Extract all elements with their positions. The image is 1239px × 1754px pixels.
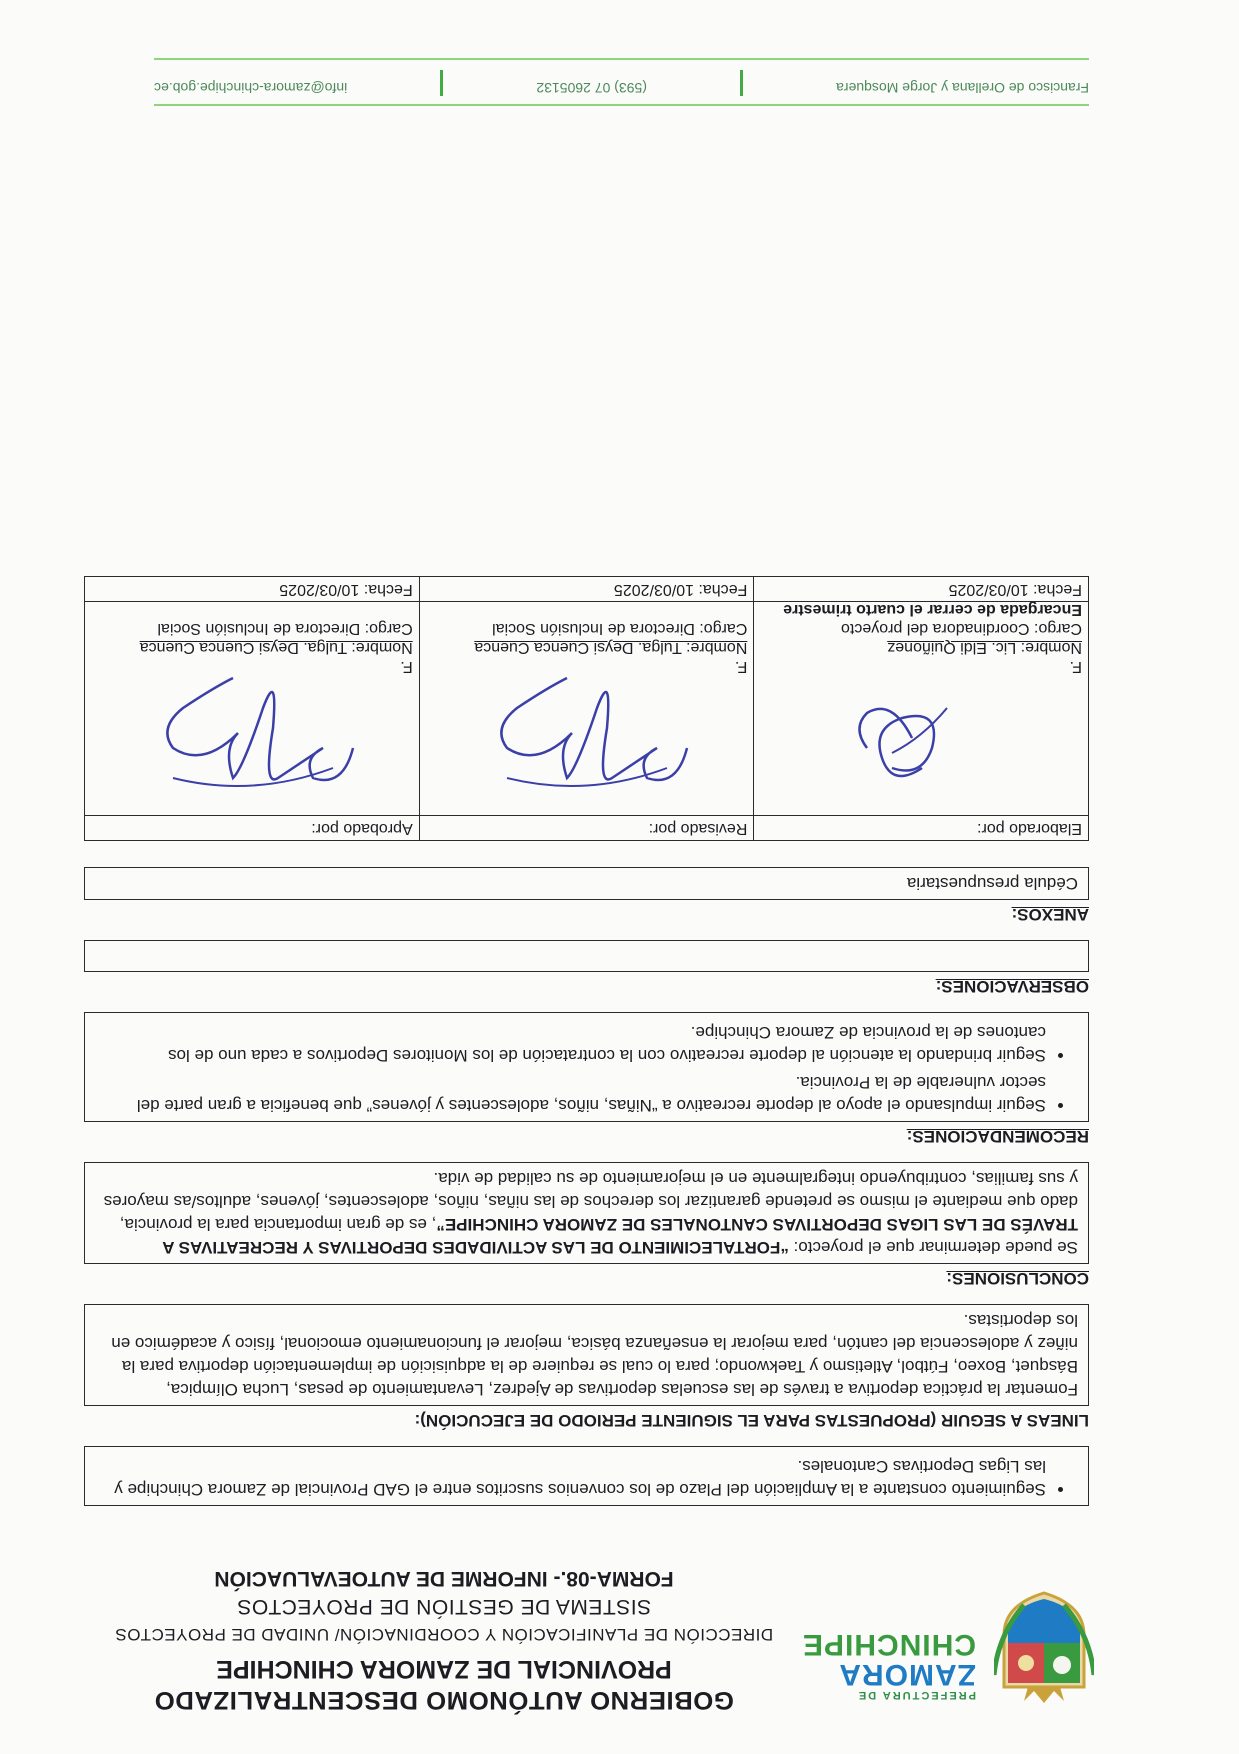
logo-small-text: PREFECTURA DE — [856, 1689, 976, 1701]
coat-of-arms-icon — [994, 1589, 1094, 1705]
observaciones-title: OBSERVACIONES: — [935, 977, 1089, 996]
conclusiones-box — [84, 1162, 1089, 1264]
recomendacion-item: • Seguir brindando la atención al deporte recreativo con la contratación de los Monitores Deportivos a cada uno de los cantones de la provincia de Zamora Chinchipe. — [95, 1021, 1046, 1067]
sig-cargo: Cargo: Coordinadora del proyecto — [840, 620, 1082, 637]
form-title: FORMA-08.- INFORME DE AUTOEVALUACIÓN — [214, 1567, 674, 1590]
sig-cell-revisado — [419, 577, 754, 816]
signature-table — [84, 576, 1089, 841]
direction-title: DIRECCIÓN DE PLANIFICACIÓN Y COORDINACIÓN/ UNIDAD DE PROYECTOS — [114, 1625, 774, 1644]
sig-header-elaborado: Elaborado por: — [754, 816, 1089, 841]
lineas-box: Fomentar la práctica deportiva a través de las escuelas deportivas de Ajedrez, Levantamiento de pesas, Lucha Olímpica, Básquet, Boxeo, Fútbol, Atletismo y Taekwondo; para lo cual se requiere de la adquisición de implementación deportiva para la niñez y adolescencia del cantón, para mejorar la enseñanza básica, mejorar el funcionamiento emocional, físico y académico en los deportistas. — [84, 1304, 1089, 1406]
page-footer — [154, 54, 1089, 106]
recomendaciones-box — [84, 1012, 1089, 1122]
footer-divider — [154, 58, 1089, 60]
sig-name: Nombre: Tulga. Deysi Cuenca Cuenca — [139, 639, 413, 656]
anexos-box: Cédula presupuestaria — [84, 867, 1089, 900]
footer-separator — [740, 70, 743, 96]
logo-line-1: ZAMORA — [838, 1658, 976, 1691]
system-title: SISTEMA DE GESTIÓN DE PROYECTOS — [236, 1595, 652, 1618]
prefecture-logo — [801, 1569, 1104, 1719]
footer-divider — [154, 104, 1089, 106]
project-name: “FORTALECIMIENTO DE LAS ACTIVIDADES DEPORTIVAS Y RECREATIVAS A TRAVÉS DE LAS LIGAS DEPORTIVAS CANTONALES DE ZAMORA CHINCHIPE” — [162, 1215, 1078, 1257]
recomendacion-item: • Seguir impulsando el apoyo al deporte recreativo a “Niñas, niños, adolescentes y jóvenes” que beneficia a gran parte del sector vulnerable de la Provincia. — [95, 1071, 1046, 1117]
sig-name: Nombre: Lic. Eldi Quiñonez — [887, 639, 1082, 656]
handwritten-signature-icon — [812, 668, 1042, 808]
anexos-title: ANEXOS: — [1011, 905, 1089, 924]
sig-extra: Encargada de cerrar el cuarto trimestre — [783, 601, 1082, 618]
province-title: PROVINCIAL DE ZAMORA CHINCHIPE — [216, 1655, 672, 1683]
footer-email[interactable]: info@zamora-chinchipe.gob.ec — [154, 80, 348, 96]
sig-cell-aprobado — [85, 577, 420, 816]
intro-box — [84, 1446, 1089, 1506]
sig-fecha: Fecha: 10/03/2025 — [420, 577, 754, 602]
sig-header-revisado: Revisado por: — [419, 816, 754, 841]
footer-separator — [440, 70, 443, 96]
sig-fecha: Fecha: 10/03/2025 — [85, 577, 419, 602]
sig-f-label: F. — [1069, 658, 1082, 675]
recomendaciones-title: RECOMENDACIONES: — [906, 1127, 1089, 1146]
intro-bullet: • Seguimiento constante a la Ampliación del Plazo de los convenios suscritos entre el GAD Provincial de Zamora Chinchipe y las Ligas Deportivas Cantonales. — [95, 1455, 1046, 1501]
sig-f-label: F. — [400, 658, 413, 675]
conclusiones-rest: , es de gran importancia para la provincia, dado que mediante el mismo se pretende garantizar los derechos de las niñas, niños, adolescentes, jóvenes, adultos/as mayores y sus familias, contribuyendo integralmente en el mejoramiento de su calidad de vida. — [103, 1169, 1078, 1234]
observaciones-box — [84, 940, 1089, 972]
footer-address: Francisco de Orellana y Jorge Mosquera — [836, 80, 1089, 96]
handwritten-signature-icon — [477, 668, 707, 808]
sig-header-aprobado: Aprobado por: — [85, 816, 420, 841]
sig-cargo: Cargo: Directora de Inclusión Social — [492, 620, 748, 637]
conclusiones-title: CONCLUSIONES: — [946, 1269, 1089, 1288]
sig-name: Nombre: Tulga. Deysi Cuenca Cuenca — [474, 639, 748, 656]
conclusiones-lead: Se puede determinar que el proyecto: — [788, 1238, 1078, 1257]
sig-f-label: F. — [734, 658, 748, 675]
gov-title: GOBIERNO AUTÓNOMO DESCENTRALIZADO — [154, 1686, 734, 1714]
handwritten-signature-icon — [143, 668, 373, 808]
logo-line-2: CHINCHIPE — [801, 1628, 976, 1661]
sig-cargo: Cargo: Directora de Inclusión Social — [157, 620, 413, 637]
document-header — [79, 1566, 809, 1714]
footer-phone: (593) 07 2605132 — [536, 80, 647, 96]
document-body — [84, 576, 1089, 1506]
sig-fecha: Fecha: 10/03/2025 — [754, 577, 1088, 602]
lineas-title: LINEAS A SEGUIR (PROPUESTAS PARA EL SIGUIENTE PERIODO DE EJECUCIÓN): — [414, 1411, 1089, 1430]
sig-cell-elaborado — [754, 577, 1089, 816]
